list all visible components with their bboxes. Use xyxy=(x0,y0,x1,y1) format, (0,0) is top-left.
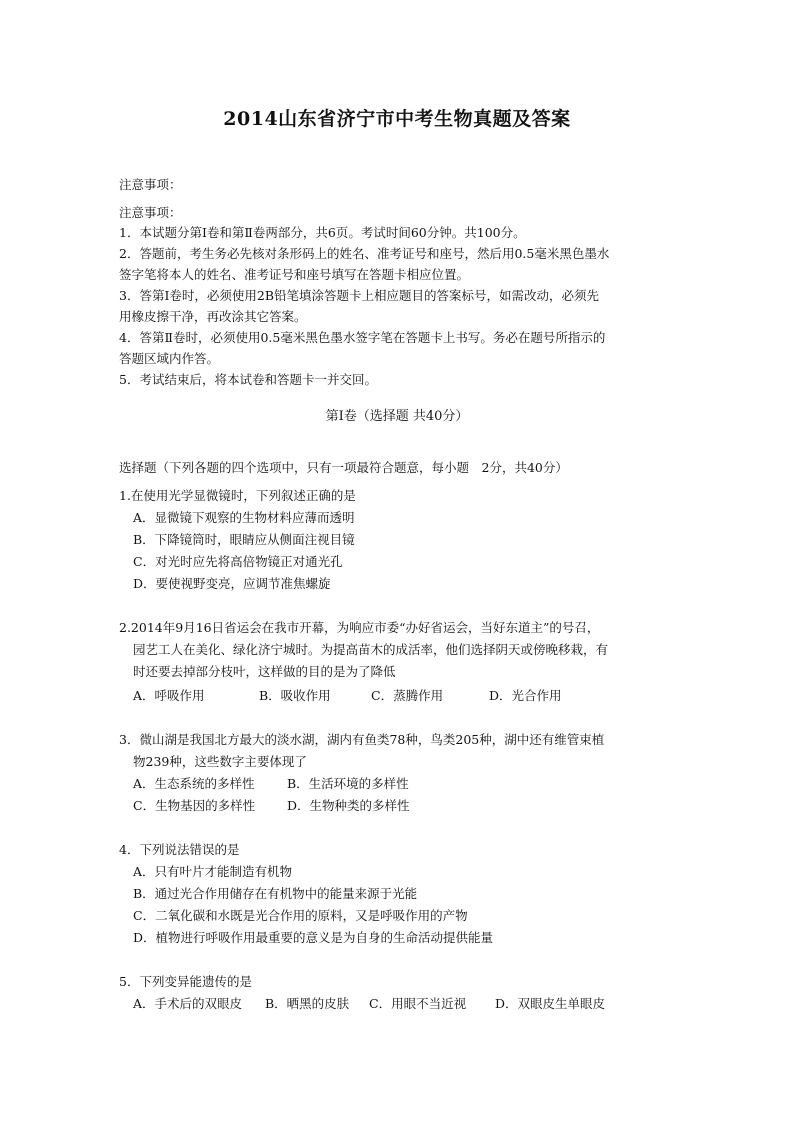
note-line: 答题区域内作答。 xyxy=(119,351,220,366)
option: B．通过光合作用储存在有机物中的能量来源于光能 xyxy=(133,886,418,901)
document-title: 2014山东省济宁市中考生物真题及答案 xyxy=(223,108,571,130)
options-row xyxy=(133,686,562,704)
note-line: 签字笔将本人的姓名、准考证号和座号填写在答题卡相应位置。 xyxy=(119,267,470,282)
question-stem: 2.2014年9月16日省运会在我市开幕，为响应市委“办好省运会，当好东道主”的号召， xyxy=(119,620,600,635)
option: D．光合作用 xyxy=(489,688,562,703)
option: A．手术后的双眼皮 xyxy=(133,996,243,1011)
option: B．晒黑的皮肤 xyxy=(265,996,350,1011)
note-line: 5．考试结束后，将本试卷和答题卡一并交回。 xyxy=(119,372,377,387)
option: B．下降镜筒时，眼睛应从侧面注视目镜 xyxy=(133,532,355,547)
option: A．只有叶片才能制造有机物 xyxy=(133,864,293,879)
notes-heading: 注意事项： xyxy=(119,177,182,192)
option: C．二氧化碳和水既是光合作用的原料，又是呼吸作用的产物 xyxy=(133,908,468,923)
notes-heading: 注意事项： xyxy=(119,205,182,220)
option: D．要使视野变亮，应调节准焦螺旋 xyxy=(133,576,331,591)
options-row xyxy=(133,994,605,1012)
option: C．用眼不当近视 xyxy=(369,996,467,1011)
option: C．对光时应先将高倍物镜正对通光孔 xyxy=(133,554,343,569)
option: B．吸收作用 xyxy=(259,688,331,703)
option: D．生物种类的多样性 xyxy=(287,798,410,813)
note-line: 用橡皮擦干净，再改涂其它答案。 xyxy=(119,309,307,324)
note-line: 3．答第Ⅰ卷时，必须使用2B铅笔填涂答题卡上相应题目的答案标号，如需改动，必须先 xyxy=(119,288,600,303)
question-stem: 4．下列说法错误的是 xyxy=(119,842,240,857)
section-title: 第Ⅰ卷（选择题 共40分） xyxy=(325,409,469,424)
note-line: 2．答题前，考生务必先核对条形码上的姓名、准考证号和座号，然后用0.5毫米黑色墨水 xyxy=(119,246,610,261)
question-stem: 时还要去掉部分枝叶，这样做的目的是为了降低 xyxy=(133,664,396,679)
note-line: 4．答第Ⅱ卷时，必须使用0.5毫米黑色墨水签字笔在答题卡上书写。务必在题号所指示的 xyxy=(119,330,606,345)
option: C．蒸腾作用 xyxy=(371,688,444,703)
question-stem: 1.在使用光学显微镜时，下列叙述正确的是 xyxy=(119,488,356,503)
option: D．双眼皮生单眼皮 xyxy=(495,996,606,1011)
instructions: 选择题（下列各题的四个选项中，只有一项最符合题意，每小题 2分，共40分） xyxy=(119,460,568,475)
options-row xyxy=(133,774,409,792)
question-stem: 5．下列变异能遗传的是 xyxy=(119,974,252,989)
option: B．生活环境的多样性 xyxy=(287,776,409,791)
option: A．呼吸作用 xyxy=(133,688,205,703)
option: A．生态系统的多样性 xyxy=(133,776,255,791)
question-stem: 3．微山湖是我国北方最大的淡水湖，湖内有鱼类78种，鸟类205种，湖中还有维管束植 xyxy=(119,732,605,747)
option: A．显微镜下观察的生物材料应薄而透明 xyxy=(133,510,355,525)
option: D．植物进行呼吸作用最重要的意义是为自身的生命活动提供能量 xyxy=(133,930,494,945)
options-row xyxy=(133,796,410,814)
option: C．生物基因的多样性 xyxy=(133,798,256,813)
question-stem: 物239种，这些数字主要体现了 xyxy=(133,754,307,769)
note-line: 1．本试题分第Ⅰ卷和第Ⅱ卷两部分，共6页。考试时间60分钟。共100分。 xyxy=(119,225,526,240)
question-stem: 园艺工人在美化、绿化济宁城时。为提高苗木的成活率，他们选择阴天或傍晚移栽，有 xyxy=(133,642,609,657)
